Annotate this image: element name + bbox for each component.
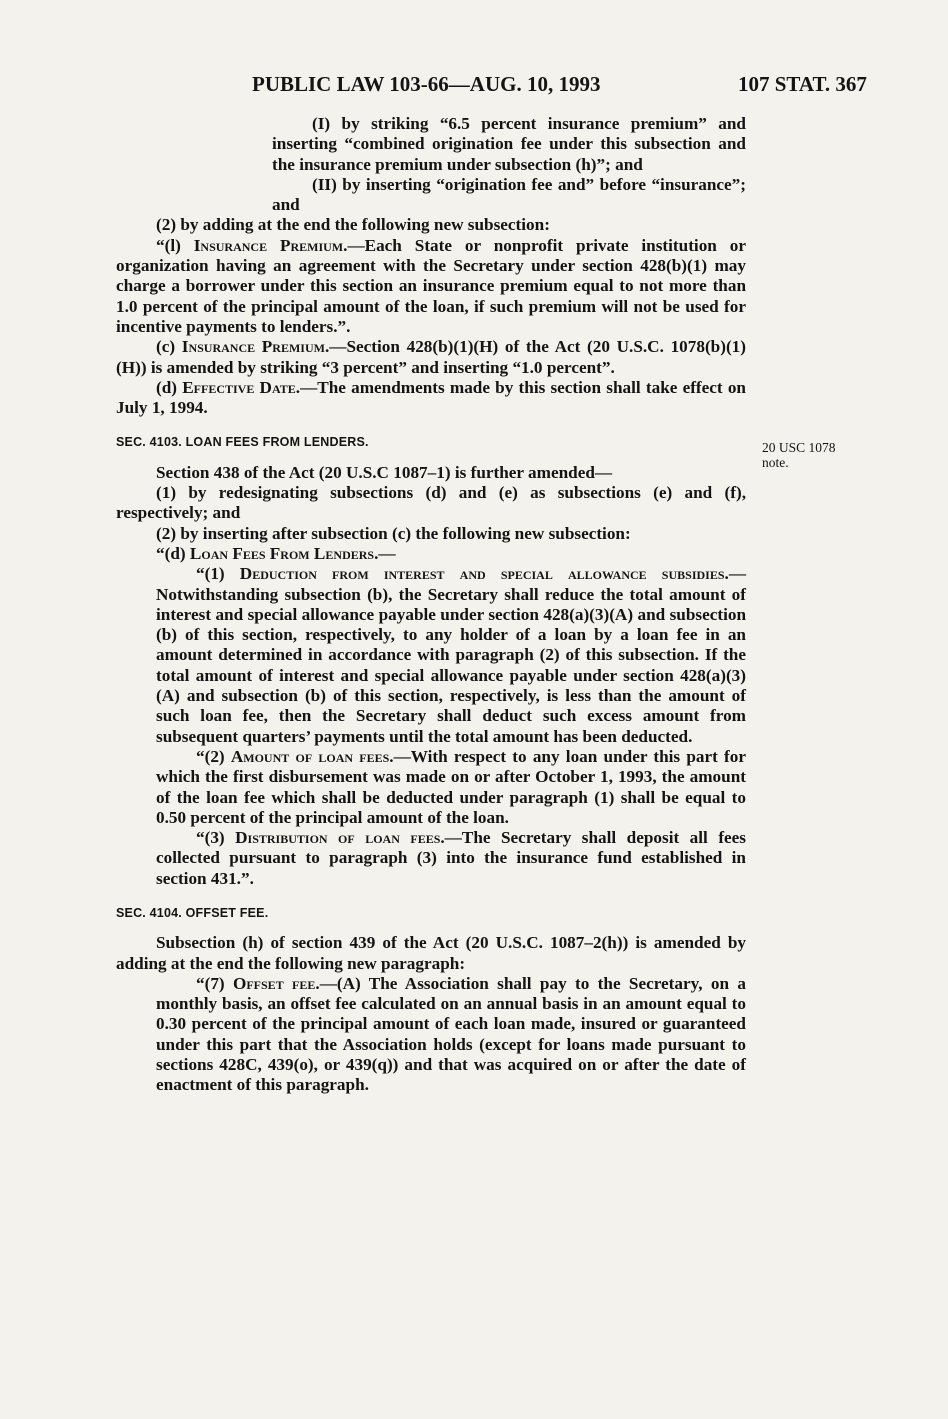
section-4103-intro: Section 438 of the Act (20 U.S.C 1087–1) is further amended— — [156, 462, 613, 482]
paragraph-2: (2) by adding at the end the following new subsection: — [156, 215, 550, 235]
loan-fees-paragraphs — [116, 564, 746, 889]
amount-lead: “(2) — [196, 746, 231, 766]
clause-i: (I) by striking “6.5 percent insurance premium” and inserting “combined origination fee under this subsection and the insurance premium under subsection (h)”; and — [272, 114, 746, 174]
subsection-c — [116, 337, 746, 378]
amount-text: —With respect to any loan under this part for which the first disbursement was made on or after October 1, 1993, the amount of the loan fee which shall be deducted under paragraph (1) shall be equal to 0.50 percent of the principal amount of the loan. — [156, 746, 746, 827]
subsection-d-text: —The amendments made by this section shall take effect on July 1, 1994. — [116, 377, 746, 418]
offset-fee-paragraph — [156, 974, 746, 1096]
subsection-d-lead: (d) — [156, 377, 183, 397]
subsection-c-heading: Insurance Premium. — [181, 337, 330, 357]
subsection-d — [116, 378, 746, 419]
page-header — [0, 72, 948, 100]
document-body — [116, 114, 746, 1096]
loan-fees-lead: “(d) — [156, 543, 190, 563]
distribution-heading: Distribution of loan fees. — [235, 828, 445, 848]
section-4104-heading: SEC. 4104. OFFSET FEE. — [116, 905, 269, 920]
section-4103-para-1: (1) by redesignating subsections (d) and (e) as subsections (e) and (f), respectively; and — [116, 483, 746, 523]
margin-citation — [762, 440, 882, 470]
section-4103-para-2: (2) by inserting after subsection (c) the following new subsection: — [156, 523, 631, 543]
deduction-paragraph — [156, 564, 746, 747]
section-4104-intro: Subsection (h) of section 439 of the Act (20 U.S.C. 1087–2(h)) is amended by adding at the end the following new paragraph: — [116, 933, 746, 973]
amount-paragraph — [156, 747, 746, 828]
subsection-c-text: —Section 428(b)(1)(H) of the Act (20 U.S.C. 1078(b)(1)(H)) is amended by striking “3 percent” and inserting “1.0 percent”. — [116, 337, 746, 377]
loan-fees-heading: Loan Fees From Lenders. — [189, 543, 379, 563]
offset-fee-lead: “(7) — [196, 973, 233, 993]
deduction-lead: “(1) — [196, 564, 240, 584]
distribution-paragraph — [156, 828, 746, 889]
subsection-c-lead: (c) — [156, 337, 182, 357]
statute-page-number: 107 STAT. 367 — [738, 72, 867, 96]
offset-fee-heading: Offset fee. — [232, 973, 320, 993]
amount-heading: Amount of loan fees. — [230, 746, 394, 766]
subsection-d-heading: Effective Date. — [182, 377, 301, 397]
loan-fees-subsection — [116, 544, 746, 564]
section-4103-heading: SEC. 4103. LOAN FEES FROM LENDERS. — [116, 435, 369, 450]
law-title: PUBLIC LAW 103-66—AUG. 10, 1993 — [252, 72, 601, 96]
loan-fees-dash: — — [378, 543, 396, 563]
margin-citation-line: 20 USC 1078 — [762, 440, 836, 455]
deduction-text: —Notwithstanding subsection (b), the Secretary shall reduce the total amount of interest and special allowance payable under section 428(a)(3)(A) and subsection (b) of this section, respectively, to any holder of a loan by a loan fee in an amount determined in accordance with paragraph (2) of this subsection. If the total amount of interest and special allowance payable under section 428(a)(3)(A) and subsection (b) of this section, respectively, is less than the amount of such loan fee, then the Secretary shall deduct such excess amount from subsequent quarters’ payments until the total amount has been deducted. — [156, 564, 746, 746]
offset-fee-block — [116, 974, 746, 1096]
clause-ii: (II) by inserting “origination fee and” before “insurance”; and — [272, 174, 746, 215]
distribution-lead: “(3) — [196, 828, 236, 848]
deduction-heading: Deduction from interest and special allowance subsidies. — [239, 564, 729, 584]
subsection-l-lead: “(l) — [156, 235, 194, 255]
subsection-l-text: —Each State or nonprofit private institution or organization having an agreement with the Secretary under section 428(b)(1) may charge a borrower under this section an insurance premium equal to not more than 1.0 percent of the principal amount of the loan, if such premium will not be used for incentive payments to lenders.”. — [116, 235, 746, 336]
subsection-l — [116, 236, 746, 337]
offset-fee-text: —(A) The Association shall pay to the Secretary, on a monthly basis, an offset fee calculated on an annual basis in an amount equal to 0.30 percent of the principal amount of each loan made, insured or guaranteed under this part that the Association holds (except for loans made pursuant to sections 428C, 439(o), or 439(q)) and that was acquired on or after the date of enactment of this paragraph. — [156, 973, 747, 1095]
distribution-text: —The Secretary shall deposit all fees collected pursuant to paragraph (3) into the insurance fund established in section 431.”. — [156, 828, 746, 888]
subsection-l-heading: Insurance Premium. — [193, 235, 348, 255]
margin-citation-line: note. — [762, 455, 789, 470]
